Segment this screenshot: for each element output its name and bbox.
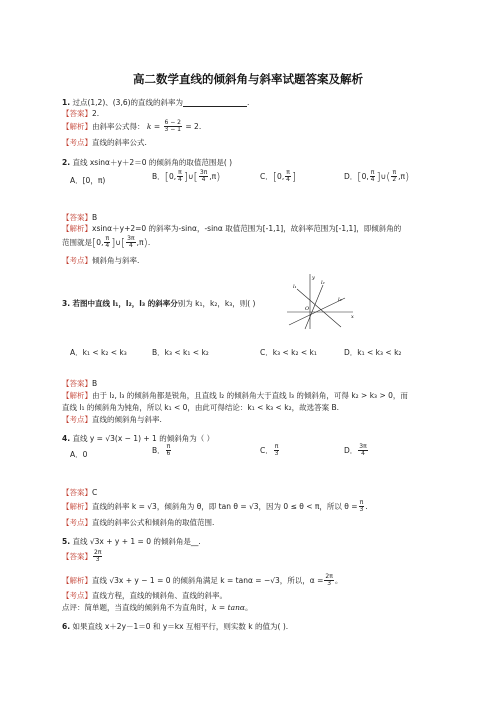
q4-option-c: [260, 444, 280, 458]
page-title: 高二数学直线的倾斜角与斜率试题答案及解析: [133, 72, 363, 86]
q1-number: 1.: [62, 98, 71, 107]
q5-comment-end: 。: [244, 603, 253, 612]
q1-text: 过点(1,2)、(3,6)的直线的斜率为: [72, 98, 184, 107]
point-tag: 【考点】: [62, 591, 92, 600]
q2-analysis-2: 范围就是[0, $\frac{\pi}{4}$ ]∪[ $\frac{3\pi}{4}$ ,π).: [62, 235, 151, 250]
q2b-frac1-den: 4: [178, 176, 182, 184]
q4a-den: 3: [359, 506, 364, 514]
l3-label: l₃: [338, 297, 342, 303]
analysis-tag: 【解析】: [62, 501, 92, 511]
q5-point-text: 直线方程，直线的倾斜角、直线的斜率。: [92, 591, 227, 600]
q3-analysis-2: [62, 403, 339, 412]
q2d-frac1-num: π: [370, 169, 375, 177]
q1-formula-k: k =: [146, 121, 161, 131]
q4-text: 直线 y = √3(x − 1) + 1 的倾斜角为（ ）: [72, 434, 215, 443]
q2d-frac2-den: 2: [392, 176, 397, 184]
q2-point-text: 倾斜角与斜率.: [92, 256, 140, 265]
q2-stem: [62, 158, 232, 167]
q2b-frac1-num: π: [178, 169, 182, 177]
q4-option-b: [152, 444, 172, 458]
q3-stem: [62, 299, 255, 308]
q2-analysis-text-2: 范围就是: [62, 237, 92, 247]
q3-analysis-text-1: 由于 l₂, l₃ 的倾斜角都是锐角，且直线 l₂ 的倾斜角大于直线 l₃ 的倾斜角，可得 k₂ > k₃ > 0，而: [92, 391, 408, 400]
origin-label: O: [305, 306, 310, 312]
answer-tag: 【答案】: [62, 109, 92, 118]
q4-option-d: [344, 444, 369, 458]
q1-analysis: [62, 120, 201, 134]
q6-text: 如果直线 x＋2y－1＝0 和 y＝kx 互相平行，则实数 k 的值为( ).: [72, 622, 289, 631]
q5-text: 直线 √3x + y + 1 = 0 的倾斜角是: [72, 537, 191, 546]
q2d-frac2-num: π: [392, 169, 397, 177]
q4-answer: [62, 488, 97, 497]
y-axis-label: y: [312, 275, 315, 281]
q2-answer: [62, 213, 97, 222]
x-axis-label: x: [351, 314, 354, 320]
q4-number: 4.: [62, 434, 71, 443]
q2-text: 直线 xsinα＋y＋2＝0 的倾斜角的取值范围是( ): [72, 158, 233, 167]
q1-analysis-text: 由斜率公式得：: [92, 121, 145, 131]
q1-blank: [183, 98, 250, 107]
q4-point: [62, 518, 214, 527]
q3-text-rest: 别为 k₁，k₂，k₃，则( ): [177, 299, 256, 308]
q1-frac-num: 6 − 2: [164, 119, 181, 126]
q5a-den: 3: [327, 580, 332, 588]
q3-lines-graph: [283, 271, 359, 331]
q4-analysis-end: .: [365, 501, 368, 511]
q5-comment: [62, 603, 252, 612]
q4a-num: π: [359, 499, 364, 506]
analysis-tag: 【解析】: [62, 575, 92, 585]
q4b-den: 6: [166, 450, 171, 458]
analysis-tag: 【解析】: [62, 224, 92, 233]
q6-stem: [62, 622, 288, 631]
q2a-frac2-den: 4: [128, 242, 133, 250]
q4-point-text: 直线的斜率公式和倾斜角的取值范围.: [92, 518, 215, 527]
point-tag: 【考点】: [62, 415, 92, 424]
q5-answer: [62, 550, 103, 564]
q2-analysis-text-1: xsinα＋y+2=0 的斜率为-sinα，-sinα 取值范围为[-1,1]，故斜率范围为[-1,1]，即倾斜角的: [92, 224, 402, 233]
q5-analysis: [62, 574, 342, 588]
answer-tag: 【答案】: [62, 551, 92, 561]
q4-option-b-label: B．: [152, 445, 165, 455]
q5-stem: [62, 537, 201, 546]
q2-answer-value: B: [92, 213, 98, 222]
q2-option-c-label: C．: [260, 171, 273, 181]
q4-analysis-text: 直线的斜率 k = √3，倾斜角为 θ，即 tan θ = √3，因为 0 ≤ θ < π，所以 θ =: [92, 501, 358, 511]
q5-tail: __.: [190, 537, 201, 546]
analysis-tag: 【解析】: [62, 391, 92, 400]
q3-point: [62, 415, 162, 424]
q3-analysis-text-2: 直线 l₁ 的倾斜角为钝角，所以 k₁ < 0，由此可得结论：k₁ < k₃ < k₂，故选答案 B.: [62, 403, 339, 412]
q2-option-d: D．[0, $\frac{\pi}{4}$ ]∪( $\frac{\pi}{2}$ ,π): [344, 169, 410, 184]
q2-option-d-label: D．: [344, 171, 358, 181]
q5a-num: 2π: [325, 573, 333, 580]
q2a-frac1-den: 4: [105, 242, 110, 250]
q2c-frac-den: 4: [286, 176, 290, 184]
l2-label: l₂: [321, 280, 325, 286]
q4-option-a: A．0: [70, 450, 88, 459]
q2-analysis-end: .: [147, 237, 151, 247]
q1-point: [62, 138, 147, 147]
q2-analysis-1: [62, 224, 401, 233]
q2-option-c: C．[0, $\frac{\pi}{4}$ ]: [260, 169, 297, 184]
q4-answer-value: C: [92, 488, 98, 497]
q2-option-b-label: B．: [152, 171, 165, 181]
q5-point: [62, 591, 227, 600]
q3-text-bold: 若图中直线 l₁，l₂，l₃ 的斜率分: [72, 299, 178, 308]
q5-comment-formula: k = tanα: [212, 603, 245, 612]
q2b-frac2-num: 3π: [199, 169, 208, 177]
q3-answer: [62, 379, 97, 388]
q4d-den: 4: [361, 450, 365, 458]
l1-label: l₁: [293, 284, 297, 290]
point-tag: 【考点】: [62, 518, 92, 527]
q1-stem: [62, 98, 249, 107]
q5-ans-num: 2π: [94, 549, 102, 556]
q4-option-c-label: C．: [260, 445, 273, 455]
q4-analysis: [62, 500, 368, 514]
q3-answer-value: B: [92, 379, 98, 388]
q2b-frac2-den: 4: [201, 176, 206, 184]
q3-point-text: 直线的倾斜角与斜率.: [92, 415, 162, 424]
q5-number: 5.: [62, 537, 71, 546]
q4-stem: [62, 434, 214, 443]
q2-option-b: B．[0, $\frac{\pi}{4}$ ]∪[ $\frac{3\pi}{4}$ ,π): [152, 169, 221, 184]
line-l3: [289, 298, 345, 325]
q2-point: [62, 256, 139, 265]
answer-tag: 【答案】: [62, 488, 92, 497]
q3-option-b: B．k₃ < k₁ < k₂: [152, 348, 209, 357]
q2a-frac2-num: 3π: [127, 235, 135, 243]
q4-option-d-label: D．: [344, 445, 358, 455]
q2-option-a: A．[0，π): [70, 176, 106, 185]
q4c-num: π: [274, 443, 279, 450]
q4c-den: 3: [274, 450, 279, 458]
q4d-num: 3π: [359, 443, 367, 450]
q2c-frac-num: π: [286, 169, 290, 177]
q5-analysis-text: 直线 √3x + y − 1 = 0 的倾斜角满足 k = tanα = −√3，所以，α =: [92, 575, 324, 585]
point-tag: 【考点】: [62, 138, 92, 147]
q5-analysis-end: 。: [334, 575, 343, 585]
q1-fraction: [164, 120, 182, 134]
q6-number: 6.: [62, 622, 71, 631]
q3-number: 3.: [62, 299, 71, 308]
q1-formula-end: = 2.: [185, 121, 202, 131]
point-tag: 【考点】: [62, 256, 92, 265]
q1-answer: [62, 109, 99, 118]
q5-ans-den: 3: [95, 556, 100, 564]
q2-number: 2.: [62, 158, 71, 167]
q3-option-a: A．k₁ < k₂ < k₃: [70, 348, 127, 357]
answer-tag: 【答案】: [62, 213, 92, 222]
q2a-frac1-num: π: [105, 235, 110, 243]
q1-point-text: 直线的斜率公式.: [92, 138, 147, 147]
analysis-tag: 【解析】: [62, 121, 92, 131]
q3-analysis-1: [62, 391, 408, 400]
answer-tag: 【答案】: [62, 379, 92, 388]
q2d-frac1-den: 4: [370, 176, 375, 184]
q1-frac-den: 3 − 1: [164, 126, 181, 134]
q3-option-d: D．k₁ < k₃ < k₂: [344, 348, 402, 357]
q4b-num: π: [166, 443, 171, 450]
q3-option-c: C．k₃ < k₂ < k₁: [260, 348, 317, 357]
q1-tail: .: [247, 98, 250, 107]
q5-comment-text: 点评：简单题，当直线的倾斜角不为直角时，: [62, 603, 212, 612]
q1-answer-value: 2.: [92, 109, 100, 118]
